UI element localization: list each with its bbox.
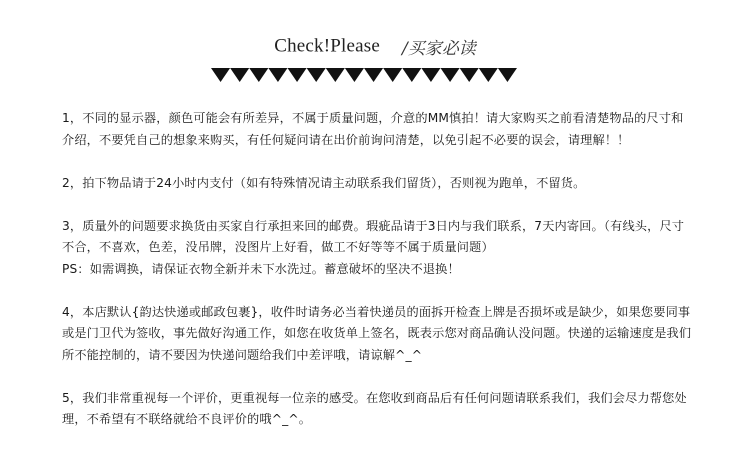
divider-triangle xyxy=(345,68,364,82)
divider-triangle xyxy=(479,68,498,82)
divider-triangle xyxy=(498,68,517,82)
triangle-divider-graphic xyxy=(211,68,517,82)
divider-triangle xyxy=(307,68,326,82)
divider-triangle xyxy=(326,68,345,82)
notice-paragraph-1: 1，不同的显示器，颜色可能会有所差异，不属于质量问题，介意的MM慎拍！请大家购买之前看清楚物品的尺寸和介绍，不要凭自己的想象来购买，有任何疑问请在出价前询问清楚，以免引起不必要的误会，请理解！！ xyxy=(62,111,684,147)
divider-triangle xyxy=(230,68,249,82)
divider-triangle xyxy=(268,68,287,82)
title-english: Check!Please xyxy=(274,35,381,57)
divider-triangle xyxy=(211,68,230,82)
notice-content xyxy=(62,108,694,452)
notice-paragraph-5: 5，我们非常重视每一个评价，更重视每一位亲的感受。在您收到商品后有任何问题请联系我们，我们会尽力帮您处理，不希望有不联络就给不良评价的哦^_^。 xyxy=(62,390,687,426)
page-header xyxy=(0,34,750,59)
notice-paragraph-3: 3，质量外的问题要求换货由买家自行承担来回的邮费。瑕疵品请于3日内与我们联系，7天内寄回。（有线头，尺寸不合，不喜欢，色差，没吊牌，没图片上好看，做工不好等等不属于质量问题） xyxy=(62,218,685,254)
divider-triangle xyxy=(364,68,383,82)
notice-paragraph-2: 2，拍下物品请于24小时内支付（如有特殊情况请主动联系我们留货），否则视为跑单，不留货。 xyxy=(62,175,586,190)
divider-triangle xyxy=(460,68,479,82)
divider-triangle xyxy=(421,68,440,82)
divider-triangle xyxy=(402,68,421,82)
triangle-divider xyxy=(211,68,517,82)
divider-triangle xyxy=(249,68,268,82)
divider-triangle xyxy=(288,68,307,82)
notice-paragraph-3-ps: PS：如需调换，请保证衣物全新并未下水洗过。蓄意破坏的坚决不退换！ xyxy=(62,261,460,276)
divider-triangle xyxy=(383,68,402,82)
title-chinese: /买家必读 xyxy=(402,39,476,59)
notice-paragraph-4: 4，本店默认{韵达快递或邮政包裹}，收件时请务必当着快递员的面拆开检查上牌是否损坏或是缺少，如果您要同事或是门卫代为签收，事先做好沟通工作，如您在收货单上签名，既表示您对商品确认没问题。快递的运输速度是我们所不能控制的，请不要因为快递问题给我们中差评哦，请谅解^_^ xyxy=(62,304,692,362)
divider-triangle xyxy=(441,68,460,82)
